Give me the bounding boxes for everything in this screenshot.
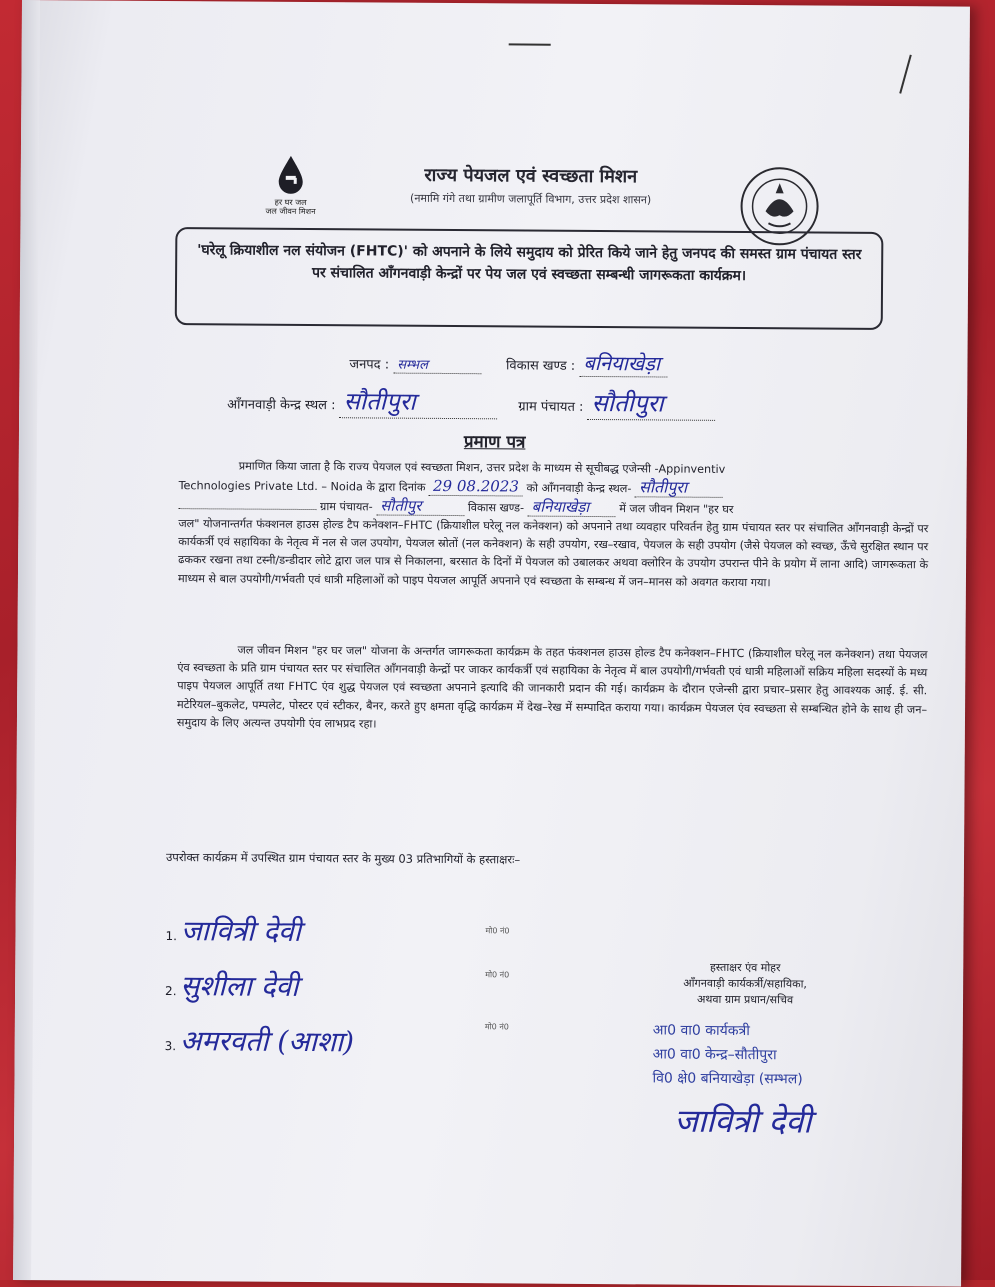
text: में जल जीवन मिशन "हर घर xyxy=(619,502,734,516)
header xyxy=(251,162,811,209)
stamp-line: हस्ताक्षर एंव मोहर xyxy=(709,960,781,975)
text: को आँगनवाड़ी केन्द्र स्थल- xyxy=(526,481,632,496)
handwritten-signature: सुशीला देवी xyxy=(180,969,299,1003)
certificate-title: प्रमाण पत्र xyxy=(463,432,526,453)
stamp-line: अथवा ग्राम प्रधान/सचिव xyxy=(696,992,794,1007)
vikas-khand-value: बनियाखेड़ा xyxy=(579,349,667,378)
logo-text: जल जीवन मिशन xyxy=(265,206,316,217)
gram-panchayat-inline: सौतीपुर xyxy=(376,496,464,516)
seal-line: वि0 क्षे0 बनियाखेड़ा (सम्भल) xyxy=(652,1070,803,1088)
stamp-label-block xyxy=(645,959,845,1008)
signature-1 xyxy=(165,911,301,950)
gram-panchayat-label: ग्राम पंचायत : xyxy=(518,399,584,415)
number: 1. xyxy=(165,929,177,944)
para1-rest: जल" योजनान्तर्गत फंक्शनल हाउस होल्ड टैप कनेक्शन–FHTC (क्रियाशील घरेलू नल कनेक्शन) को अपनाने तथा व्यवहार परिवर्तन हेतु ग्राम पंचायत स्तर पर संचालित आँगनवाड़ी केन्द्रों पर कार्यकर्त्री एवं सहायिका के नेतृत्व में नल से जल उपयोग, पेयजल स्रोतों (नल कनेक्शन) के सही उपयोग, रख–रखाव, पेयजल के सही उपयोग (जैसे पेयजल को स्वच्छ, ऊँचे सुरक्षित स्थान पर ढककर रखना तथा टस्नी/डन्डीदार लोटे द्वारा जल पात्र से निकालना, बरसात के दिनों में पेयजल को उबालकर अथवा क्लोरिन के उपयोग उपरान्त पीने के प्रयोग में लाना आदि) जागरूकता के माध्यम से बाल उपयोगी/गर्भवती एवं धात्री महिलाओं को पाइप पेयजल आपूर्ति अपनाने एवं स्वच्छता के सम्बन्ध में जन–मानस को अवगत कराया गया। xyxy=(177,517,929,589)
anganwadi-seal xyxy=(652,1018,852,1091)
vikas-khand-inline: बनियाखेड़ा xyxy=(528,498,616,518)
blank xyxy=(178,508,316,510)
program-banner: 'घरेलू क्रियाशील नल संयोजन (FHTC)' को अपनाने के लिये समुदाय को प्रेरित किये जाने हेतु जनपद की समस्त ग्राम पंचायत स्तर पर संचालित आँगनवाड़ी केन्द्रों पर पेय जल एवं स्वच्छता सम्बन्धी जागरूकता कार्यक्रम। xyxy=(175,227,884,330)
signature-2 xyxy=(165,966,299,1005)
handwritten-signature: अमरवती (आशा) xyxy=(179,1024,355,1059)
number: 2. xyxy=(165,984,177,999)
para2: जल जीवन मिशन "हर घर जल" योजना के अन्तर्गत जागरूकता कार्यक्रम के तहत फंक्शनल हाउस होल्ड टैप कनेक्शन–FHTC (क्रियाशील घरेलू नल कनेक्शन) तथा पेयजल एंव स्वच्छता के प्रति ग्राम पंचायत स्तर पर संचालित आँगनवाड़ी केन्द्रों पर जाकर कार्यकर्त्री एवं सहायिका के नेतृत्व में बाल उपयोगी/गर्भवती एवं धात्री महिलाओं सक्रिय महिला सदस्यों के मध्य पाइप पेयजल आपूर्ति तथा FHTC एंव शुद्ध पेयजल एवं स्वच्छता अपनाने इत्यादि की जानकारी प्रदान की गई। कार्यक्रम के दौरान एजेन्सी द्वारा प्रचार–प्रसार हेतु आवश्यक आई. ई. सी. मटेरियल–बुकलेट, पम्पलेट, पोस्टर एवं स्टीकर, बैनर, करते हुए क्षमता वृद्धि कार्यक्रम में देख–रेख में सम्पादित कराया गया। कार्यक्रम पेयजल एंव स्वच्छता से सम्बन्धित होने के साथ ही जन–समुदाय के लिए अत्यन्त उपयोगी एंव लाभप्रद रहा। xyxy=(176,643,928,731)
gram-panchayat-value: सौतीपुरा xyxy=(587,386,715,421)
anganwadi-row xyxy=(227,383,716,420)
anganwadi-value: सौतीपुरा xyxy=(340,384,498,419)
anganwadi-place: सौतीपुरा xyxy=(635,478,723,498)
text: ग्राम पंचायत- xyxy=(319,500,373,514)
worker-signature: जावित्री देवी xyxy=(674,1101,812,1141)
mission-title: राज्य पेयजल एवं स्वच्छता मिशन xyxy=(424,164,638,188)
handwritten-signature: जावित्री देवी xyxy=(180,914,302,948)
logo-text: हर घर जल xyxy=(274,197,307,207)
signature-3 xyxy=(165,1021,355,1060)
pen-mark xyxy=(509,43,551,45)
text: विकास खण्ड- xyxy=(467,501,525,515)
pen-mark xyxy=(899,55,912,94)
seal-line: आ0 वा0 कार्यकत्री xyxy=(652,1022,750,1040)
janpad-row xyxy=(349,347,667,377)
janpad-value: सम्भल xyxy=(393,355,481,375)
program-date: 29 08.2023 xyxy=(429,477,523,497)
certificate-paper xyxy=(13,0,970,1287)
signatures-intro: उपरोक्त कार्यक्रम में उपस्थित ग्राम पंचायत स्तर के मुख्य 03 प्रतिभागियों के हस्ताक्षरः– xyxy=(165,850,521,867)
vikas-khand-label: विकास खण्ड : xyxy=(506,358,576,374)
mobile-label: मो0 नं0 xyxy=(485,926,510,936)
seal-line: आ0 वा0 केन्द्र–सौतीपुरा xyxy=(652,1046,777,1064)
text: Technologies Private Ltd. – Noida के द्वारा दिनांक xyxy=(178,479,426,494)
stamp-line: आँगनवाड़ी कार्यकर्त्री/सहायिका, xyxy=(683,976,808,991)
number: 3. xyxy=(164,1039,177,1054)
mission-subtitle: (नमामि गंगे तथा ग्रामीण जलापूर्ति विभाग, उत्तर प्रदेश शासन) xyxy=(410,191,652,207)
anganwadi-label: आँगनवाड़ी केन्द्र स्थल : xyxy=(227,397,336,414)
janpad-label: जनपद : xyxy=(349,357,390,373)
mobile-label: मो0 नं0 xyxy=(484,1022,509,1032)
mobile-label: मो0 नं0 xyxy=(485,970,510,980)
para1-line1: प्रमाणित किया जाता है कि राज्य पेयजल एवं स्वच्छता मिशन, उत्तर प्रदेश के माध्यम से सूचीबद्ध एजेन्सी -Appinventiv xyxy=(238,459,726,476)
